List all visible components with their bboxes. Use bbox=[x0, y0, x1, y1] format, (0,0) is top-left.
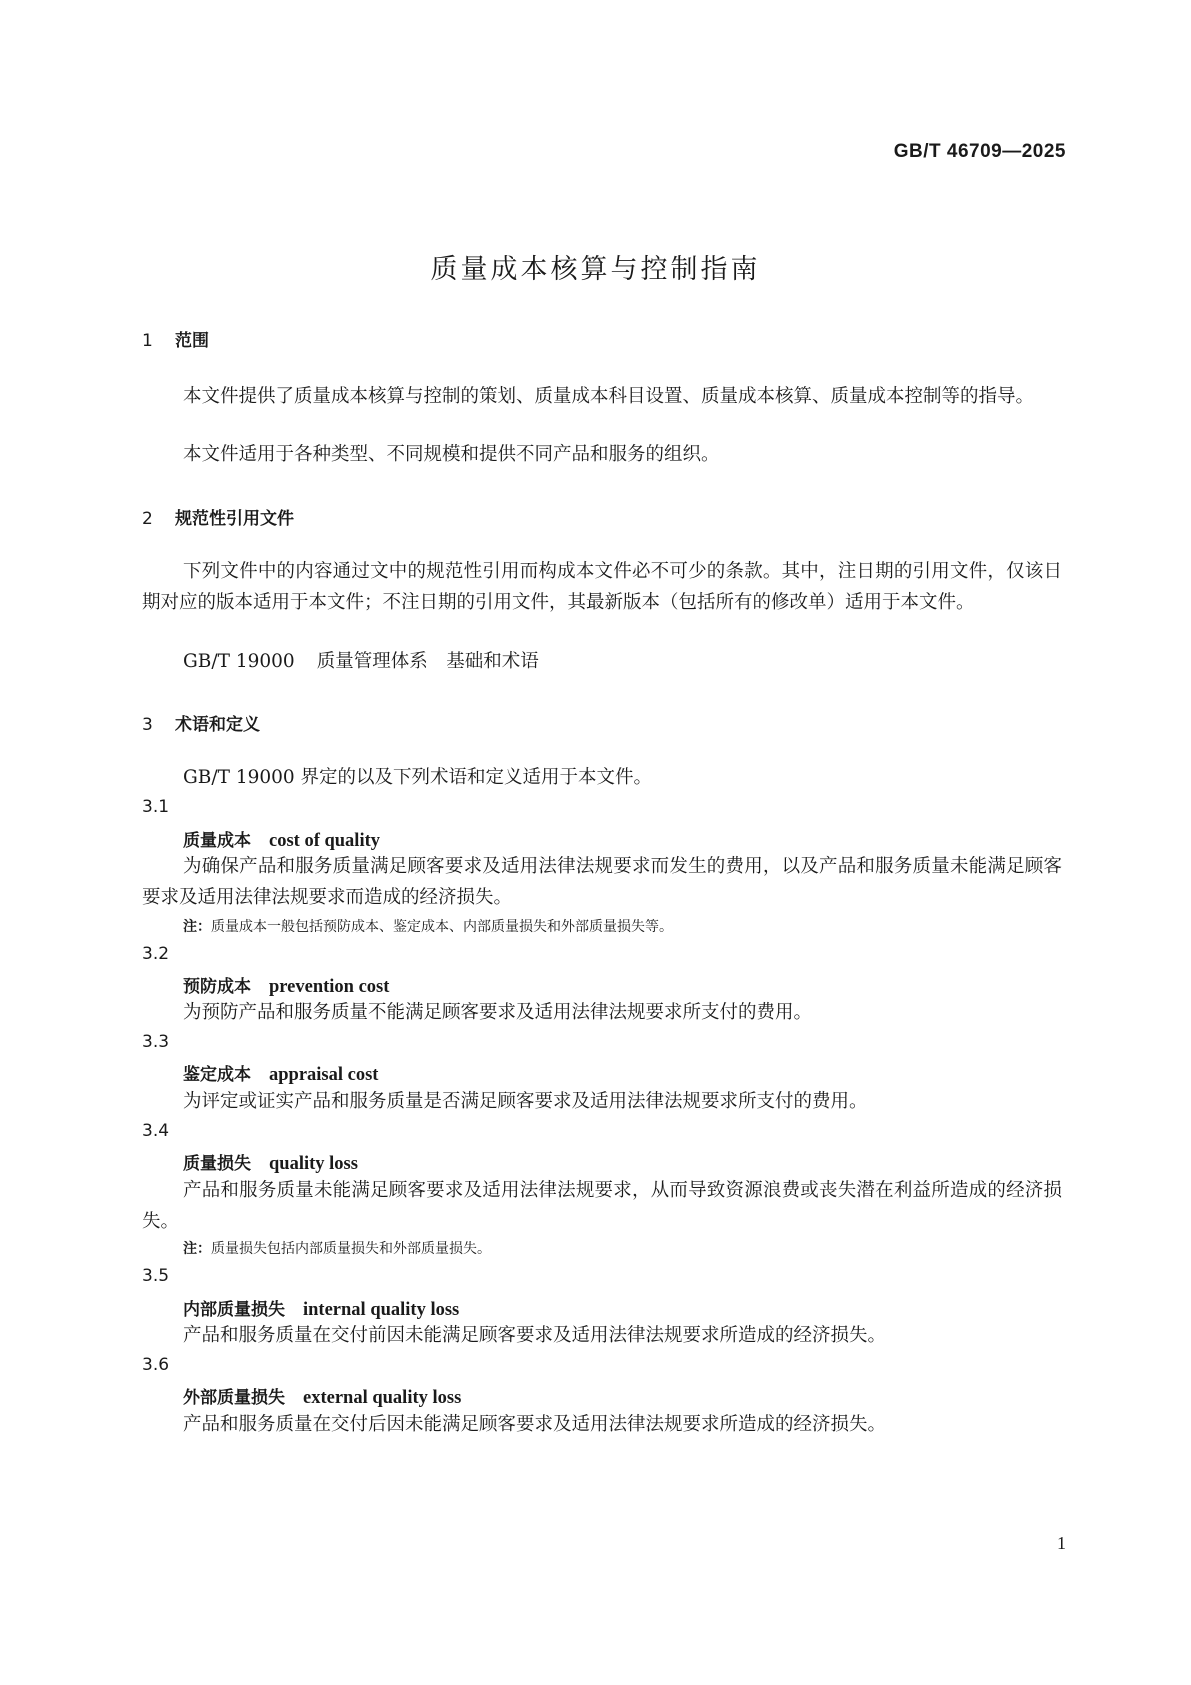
term-entry bbox=[183, 972, 389, 998]
term-entry bbox=[183, 1383, 461, 1409]
term-number: 3.3 bbox=[142, 1032, 170, 1052]
note-label: 注： bbox=[183, 919, 211, 935]
term-number: 3.4 bbox=[142, 1121, 170, 1141]
term-definition: 产品和服务质量在交付后因未能满足顾客要求及适用法律法规要求所造成的经济损失。 bbox=[183, 1414, 887, 1435]
term-definition: 为确保产品和服务质量满足顾客要求及适用法律法规要求而发生的费用，以及产品和服务质量未能满足顾客要求及适用法律法规要求而造成的经济损失。 bbox=[142, 856, 1062, 908]
term-english: external quality loss bbox=[303, 1388, 462, 1408]
normative-reference bbox=[183, 647, 539, 673]
section-heading-normative-references bbox=[142, 504, 294, 529]
note-label: 注： bbox=[183, 1241, 211, 1257]
scope-paragraph-2: 本文件适用于各种类型、不同规模和提供不同产品和服务的组织。 bbox=[183, 444, 720, 465]
term-definition: 为预防产品和服务质量不能满足顾客要求及适用法律法规要求所支付的费用。 bbox=[183, 1002, 813, 1023]
term-chinese: 质量成本 bbox=[183, 831, 251, 851]
reference-code: GB/T 19000 bbox=[183, 651, 295, 672]
section-title: 术语和定义 bbox=[175, 715, 260, 735]
section-heading-terms bbox=[142, 710, 260, 735]
section-number: 2 bbox=[142, 509, 153, 529]
term-definition: 产品和服务质量在交付前因未能满足顾客要求及适用法律法规要求所造成的经济损失。 bbox=[183, 1325, 887, 1346]
term-entry bbox=[183, 1149, 358, 1175]
term-english: quality loss bbox=[269, 1154, 358, 1174]
note-text: 质量成本一般包括预防成本、鉴定成本、内部质量损失和外部质量损失等。 bbox=[211, 919, 673, 935]
term-number: 3.5 bbox=[142, 1266, 170, 1286]
term-english: appraisal cost bbox=[269, 1065, 379, 1085]
document-number: GB/T 46709—2025 bbox=[893, 141, 1066, 162]
term-chinese: 质量损失 bbox=[183, 1154, 251, 1174]
section-title: 范围 bbox=[175, 331, 209, 351]
page-number: 1 bbox=[1057, 1533, 1066, 1553]
section-number: 3 bbox=[142, 715, 153, 735]
term-note bbox=[183, 916, 673, 936]
term-chinese: 内部质量损失 bbox=[183, 1300, 285, 1320]
term-number: 3.2 bbox=[142, 944, 170, 964]
term-definition: 为评定或证实产品和服务质量是否满足顾客要求及适用法律法规要求所支付的费用。 bbox=[183, 1091, 868, 1112]
document-title: 质量成本核算与控制指南 bbox=[430, 254, 761, 285]
term-number: 3.1 bbox=[142, 797, 170, 817]
term-english: prevention cost bbox=[269, 977, 390, 997]
section-title: 规范性引用文件 bbox=[175, 509, 294, 529]
term-note bbox=[183, 1238, 491, 1258]
term-english: internal quality loss bbox=[303, 1300, 460, 1320]
scope-paragraph-1: 本文件提供了质量成本核算与控制的策划、质量成本科目设置、质量成本核算、质量成本控制等的指导。 bbox=[183, 386, 1035, 407]
term-entry bbox=[183, 1295, 459, 1321]
term-chinese: 预防成本 bbox=[183, 977, 251, 997]
note-text: 质量损失包括内部质量损失和外部质量损失。 bbox=[211, 1241, 491, 1257]
term-entry bbox=[183, 1060, 378, 1086]
terms-intro: GB/T 19000 界定的以及下列术语和定义适用于本文件。 bbox=[183, 767, 653, 788]
normative-paragraph: 下列文件中的内容通过文中的规范性引用而构成本文件必不可少的条款。其中，注日期的引用文件，仅该日期对应的版本适用于本文件；不注日期的引用文件，其最新版本（包括所有的修改单）适用于本文件。 bbox=[142, 561, 1062, 613]
term-number: 3.6 bbox=[142, 1355, 170, 1375]
term-definition: 产品和服务质量未能满足顾客要求及适用法律法规要求，从而导致资源浪费或丧失潜在利益所造成的经济损失。 bbox=[142, 1180, 1062, 1232]
term-entry bbox=[183, 826, 380, 852]
section-number: 1 bbox=[142, 331, 153, 351]
reference-title: 质量管理体系 基础和术语 bbox=[316, 651, 539, 672]
term-english: cost of quality bbox=[269, 831, 380, 851]
term-chinese: 外部质量损失 bbox=[183, 1388, 285, 1408]
term-chinese: 鉴定成本 bbox=[183, 1065, 251, 1085]
section-heading-scope bbox=[142, 326, 209, 351]
